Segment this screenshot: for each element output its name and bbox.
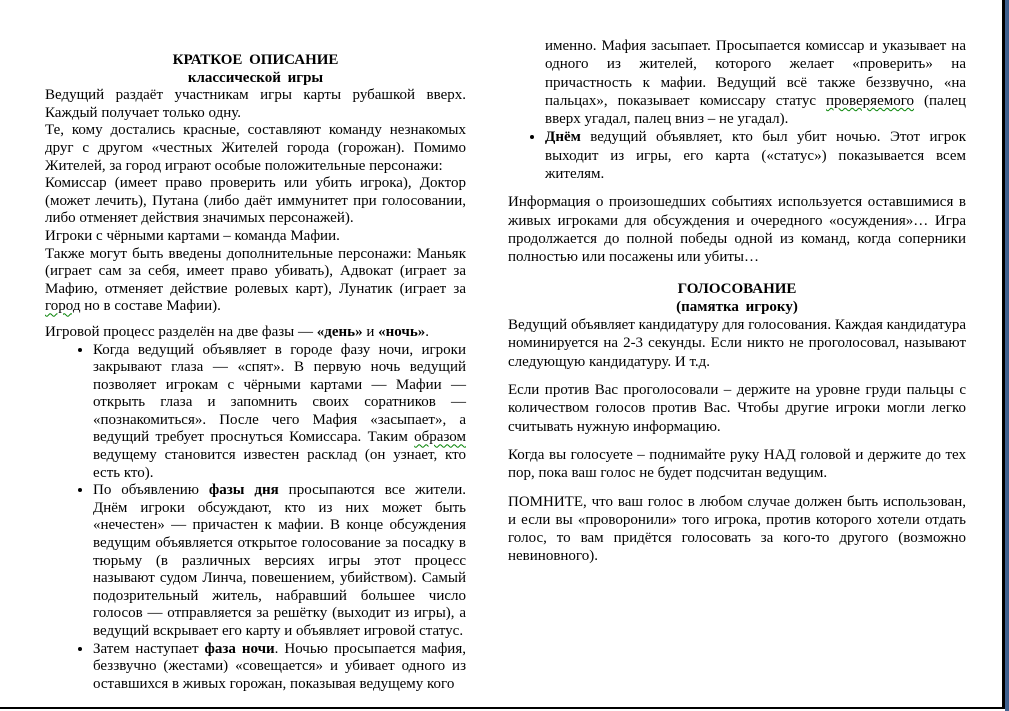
text-run: и xyxy=(362,323,379,340)
paragraph-vote-raise-hand: Когда вы голосуете – поднимайте руку НАД головой и держите до тех пор, пока ваш голос не будет подсчитан ведущим. xyxy=(508,446,966,482)
text-run: . xyxy=(425,323,430,340)
paragraph-extra-roles xyxy=(45,246,466,316)
paragraph-vote-nomination: Ведущий объявляет кандидатуру для голосования. Каждая кандидатура номинируется на 2-3 секунды. Если никто не проголосовал, называют следующую кандидатуру. И т.д. xyxy=(508,317,966,370)
text-run: ведущий объявляет, кто был убит ночью. Этот игрок выходит из игры, его карта («статус») показывается всем жителям. xyxy=(545,129,966,183)
bold-run: «ночь» xyxy=(378,323,426,340)
section-subtitle-voting: (памятка игроку) xyxy=(676,298,798,315)
text-run: (палец вверх угадал, палец вниз – не угадал). xyxy=(545,92,967,128)
bold-run: фазы дня xyxy=(208,482,279,499)
paragraph-info-usage: Информация о произошедших событиях используется оставшимися в живых игроками для обсуждения и очередного «осуждения»… Игра продолжается до полной победы одной из команд, когда соперники полностью или посажены или убиты… xyxy=(508,194,966,266)
spellcheck-word: город xyxy=(45,298,81,315)
blank-line xyxy=(508,483,966,493)
section-title-voting: ГОЛОСОВАНИЕ xyxy=(677,280,797,297)
list-item-night-phase xyxy=(93,641,466,694)
text-run: Затем наступает xyxy=(93,640,205,657)
list-item-day-phase xyxy=(93,482,466,640)
text-run: но в составе Мафии). xyxy=(80,298,221,315)
bold-run: «день» xyxy=(316,323,363,340)
text-run: Также могут быть введены дополнительные персонажи: Маньяк (играет сам за себя, имеет право убивать), Адвокат (играет за Мафию, отменяет действие ролевых карт), Лунатик (играет за xyxy=(45,245,466,297)
text-run: просыпаются все жители. Днём игроки обсуждают, кто из них может быть «нечестен» — причастен к мафии. В конце обсуждения ведущим объявляется открытое голосование за посадку в тюрьму (в различных версиях игры этот процесс называют судом Линча, повешением, убийством). Самый подозрительный житель, набравший большее число голосов — отправляется за решётку (выходит из игры), а ведущий вскрывает его карту и объявляет игровой статус. xyxy=(93,482,466,639)
spellcheck-word: проверяемого xyxy=(826,92,915,109)
blank-line xyxy=(508,371,966,381)
text-run: По объявлению xyxy=(93,482,209,499)
list-item-day-announce xyxy=(545,128,966,183)
bullet-list xyxy=(45,342,466,694)
blank-line xyxy=(45,316,466,324)
paragraph-black-cards: Игроки с чёрными картами – команда Мафии. xyxy=(45,227,340,244)
bullet-list xyxy=(508,128,966,183)
window-background-strip xyxy=(1005,0,1009,711)
list-item-night-start xyxy=(93,342,466,483)
paragraph-positive-roles: Комиссар (имеет право проверить или убить игрока), Доктор (может лечить), Путана (либо даёт иммунитет при голосовании, либо отменяет действия значимых персонажей). xyxy=(45,175,466,227)
section-subtitle: классической игры xyxy=(187,69,324,86)
paragraph-red-team: Те, кому достались красные, составляют команду незнакомых друг с другом «честных Жителей города (горожан). Помимо Жителей, за город играют особые положительные персонажи: xyxy=(45,122,466,174)
blank-line xyxy=(508,183,966,193)
paragraph-vote-remember: ПОМНИТЕ, что ваш голос в любом случае должен быть использован, и если вы «проворонили» того игрока, против которого хотели отдать голос, то вам придётся голосовать за кого-то другого (возможно невиновного). xyxy=(508,493,966,565)
paragraph-vote-against: Если против Вас проголосовали – держите на уровне груди пальцы с количеством голосов против Вас. Чтобы другие игроки могли легко считывать нужную информацию. xyxy=(508,382,966,435)
section-title: КРАТКОЕ ОПИСАНИЕ xyxy=(172,52,339,68)
blank-line xyxy=(508,436,966,446)
text-run: Игровой процесс разделён на две фазы — xyxy=(45,323,317,340)
spellcheck-word: образом xyxy=(414,429,466,446)
bold-run: Днём xyxy=(545,129,581,146)
text-run: . Ночью просыпается мафия, беззвучно (жестами) «совещается» и убивает одного из оставшихся в живых горожан, показывая ведущему кого xyxy=(93,640,466,692)
left-column xyxy=(45,52,466,693)
paragraph-night-continued xyxy=(545,37,966,128)
right-column xyxy=(508,37,966,566)
text-run: ведущему становится известен расклад (он узнает, кто есть кто). xyxy=(93,447,466,481)
paragraph-deal-cards: Ведущий раздаёт участникам игры карты рубашкой вверх. Каждый получает только одну. xyxy=(45,87,466,121)
page-bottom-border xyxy=(0,707,1002,709)
paragraph-phases xyxy=(45,324,466,342)
text-run: Когда ведущий объявляет в городе фазу ночи, игроки закрывают глаза — «спят». В первую ночь ведущий позволяет игрокам с чёрными картами — Мафии — открыть глаза и запомнить своих соратников — «познакомиться». После чего Мафия «засыпает», а ведущий требует проснуться Комиссара. Таким xyxy=(93,341,466,446)
bold-run: фаза ночи xyxy=(204,640,275,657)
text-run: именно. Мафия засыпает. Просыпается комиссар и указывает на одного из жителей, которого желает «проверить» на причастность к мафии. Ведущий всё также беззвучно, «на пальцах», показывает комиссару статус xyxy=(545,38,966,109)
blank-line xyxy=(508,267,966,280)
